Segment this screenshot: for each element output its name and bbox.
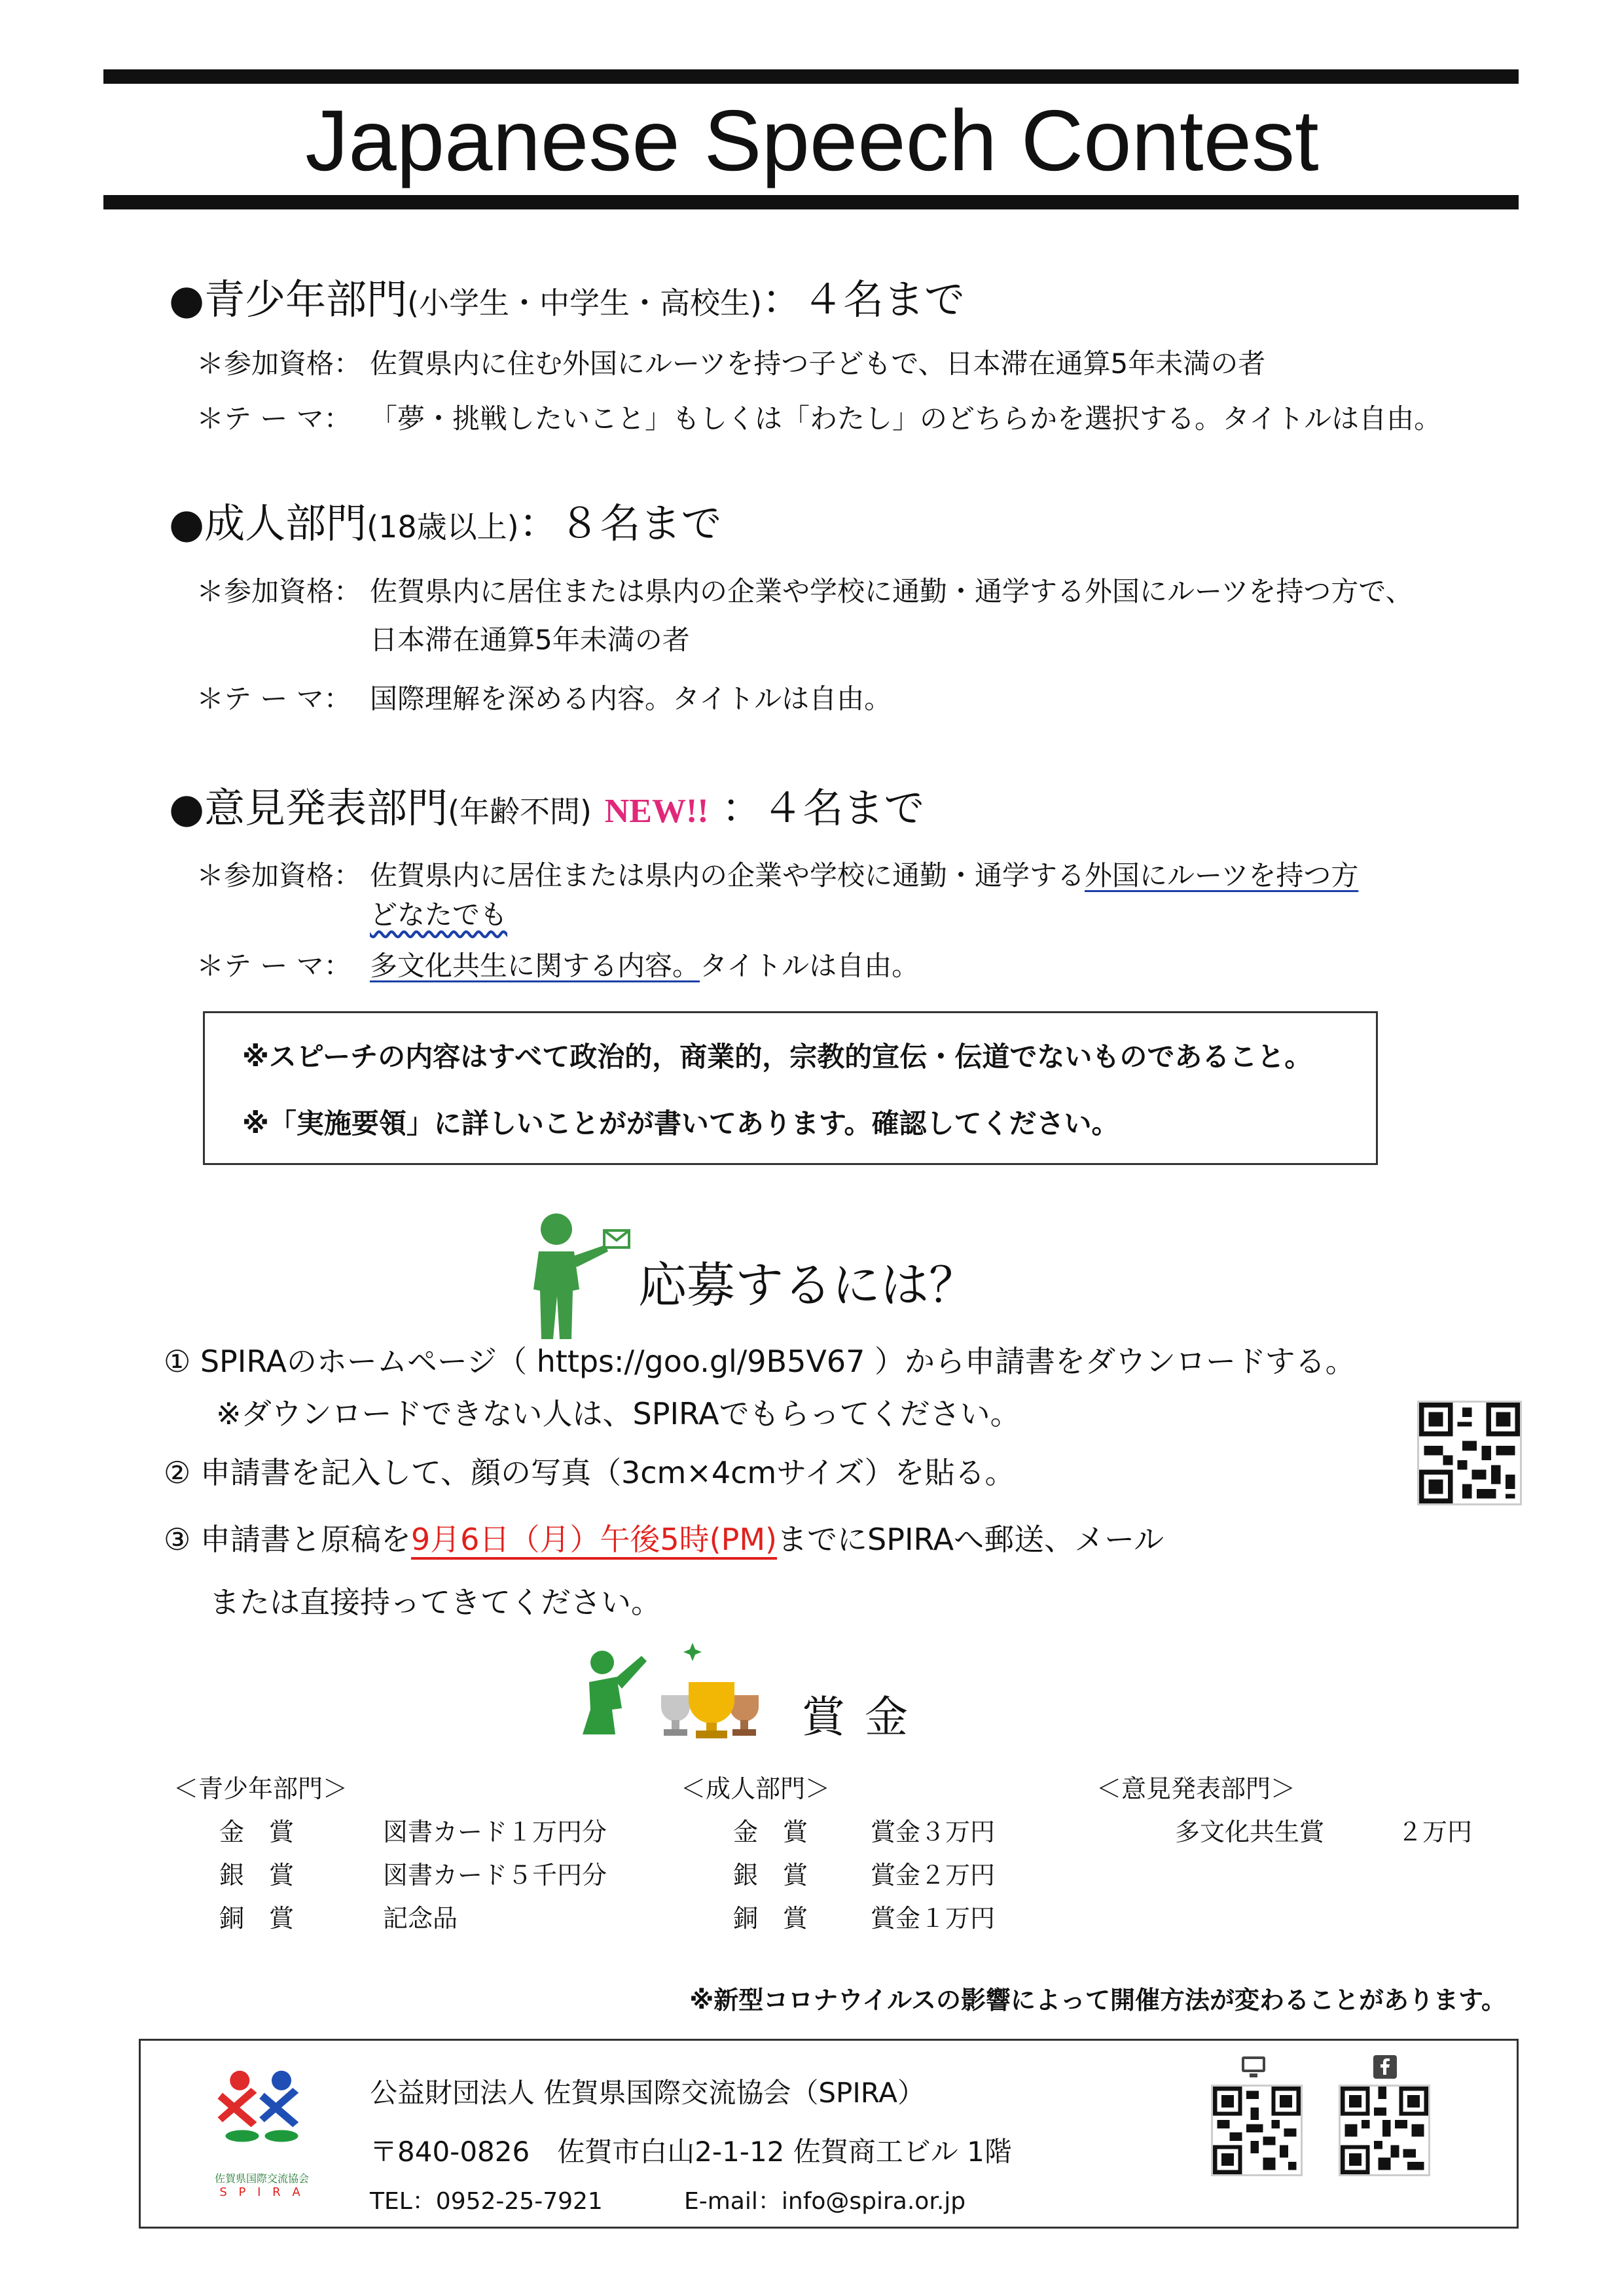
title-bar-bottom (103, 195, 1519, 209)
qr-code-facebook[interactable] (1339, 2085, 1430, 2176)
adult-eligibility-1: ＊参加資格： 佐賀県内に居住または県内の企業や学校に通勤・通学する外国にルーツを持つ方で、 (196, 575, 1413, 607)
prize-row: 銀 賞 図書カード５千円分 (219, 1861, 607, 1890)
title-bar-top (103, 69, 1519, 84)
notes-box (203, 1011, 1378, 1165)
logo-text: 佐賀県国際交流協会 (214, 2172, 309, 2185)
prize-youth (173, 1767, 607, 1940)
youth-theme: ＊テ ー マ： 「夢・挑戦したいこと」もしくは「わたし」のどちらかを選択する。タイトルは自由。 (196, 403, 1442, 435)
footer-email[interactable]: E-mail：info@spira.or.jp (684, 2188, 966, 2215)
qr-code-application[interactable] (1417, 1401, 1522, 1505)
prize-row: 金 賞 賞金３万円 (733, 1818, 996, 1846)
prize-title: 賞金 (802, 1692, 928, 1742)
prize-row: 銀 賞 賞金２万円 (733, 1861, 996, 1890)
youth-eligibility: ＊参加資格： 佐賀県内に住む外国にルーツを持つ子どもで、日本滞在通算5年未満の者 (196, 348, 1266, 380)
prize-row: 金 賞 図書カード１万円分 (219, 1818, 607, 1846)
facebook-icon (1373, 2055, 1397, 2079)
opinion-eligibility-1: ＊参加資格： 佐賀県内に居住または県内の企業や学校に通勤・通学する外国にルーツを持つ方 (196, 859, 1359, 891)
opinion-heading: ●意見発表部門(年齢不問) NEW!! ：４名まで (169, 784, 925, 832)
prize-opinion (1096, 1767, 1472, 1854)
trophy-icon (576, 1636, 779, 1741)
footer-org: 公益財団法人 佐賀県国際交流協会（SPIRA） (370, 2077, 925, 2109)
prize-adult-header: ＜成人部門＞ (681, 1774, 831, 1803)
website-icon (1240, 2055, 1267, 2079)
prize-row: 銅 賞 記念品 (219, 1904, 458, 1933)
footer-address: 〒840-0826 佐賀市白山2-1-12 佐賀商工ビル 1階 (370, 2136, 1012, 2168)
footer-tel: TEL：0952-25-7921 (370, 2188, 603, 2215)
prize-row: 多文化共生賞 ２万円 (1175, 1818, 1473, 1846)
person-mail-icon (520, 1211, 632, 1342)
apply-step-2: ② 申請書を記入して、顔の写真（3cm×4cmサイズ）を貼る。 (164, 1455, 1015, 1490)
opinion-theme: ＊テ ー マ： 多文化共生に関する内容。タイトルは自由。 (196, 950, 920, 982)
prize-row: 銅 賞 賞金１万円 (733, 1904, 996, 1933)
page-title: Japanese Speech Contest (305, 92, 1319, 188)
new-badge: NEW!! (604, 793, 709, 830)
qr-code-website[interactable] (1211, 2085, 1303, 2176)
deadline: 9月6日（月）午後5時(PM) (411, 1522, 777, 1560)
prize-adult (681, 1767, 995, 1940)
spira-logo (196, 2068, 327, 2199)
covid-note: ※新型コロナウイルスの影響によって開催方法が変わることがあります。 (689, 1986, 1506, 2015)
note-guidelines: ※「実施要領」に詳しいことがが書いてあります。確認してください。 (242, 1107, 1119, 1139)
prize-opinion-header: ＜意見発表部門＞ (1096, 1774, 1296, 1803)
logo-sub: S P I R A (219, 2185, 304, 2199)
adult-eligibility-2: 日本滞在通算5年未満の者 (370, 624, 690, 656)
apply-step-1-note: ※ダウンロードできない人は、SPIRAでもらってください。 (216, 1396, 1020, 1431)
apply-step-3-cont: または直接持ってきてください。 (209, 1585, 661, 1620)
apply-step-1: ① SPIRAのホームページ（ https://goo.gl/9B5V67 ）から申請書をダウンロードする。 (164, 1344, 1356, 1379)
adult-heading: ●成人部門(18歳以上)：８名まで (169, 499, 722, 547)
apply-step-3: ③ 申請書と原稿を9月6日（月）午後5時(PM)までにSPIRAへ郵送、メール (164, 1520, 1164, 1559)
youth-heading: ●青少年部門(小学生・中学生・高校生)：４名まで (169, 276, 965, 323)
note-content: ※スピーチの内容はすべて政治的，商業的，宗教的宣伝・伝道でないものであること。 (242, 1041, 1312, 1073)
apply-title: 応募するには？ (638, 1257, 977, 1314)
prize-youth-header: ＜青少年部門＞ (173, 1774, 348, 1803)
opinion-eligibility-2: どなたでも (370, 899, 508, 931)
adult-theme: ＊テ ー マ： 国際理解を深める内容。タイトルは自由。 (196, 683, 892, 715)
